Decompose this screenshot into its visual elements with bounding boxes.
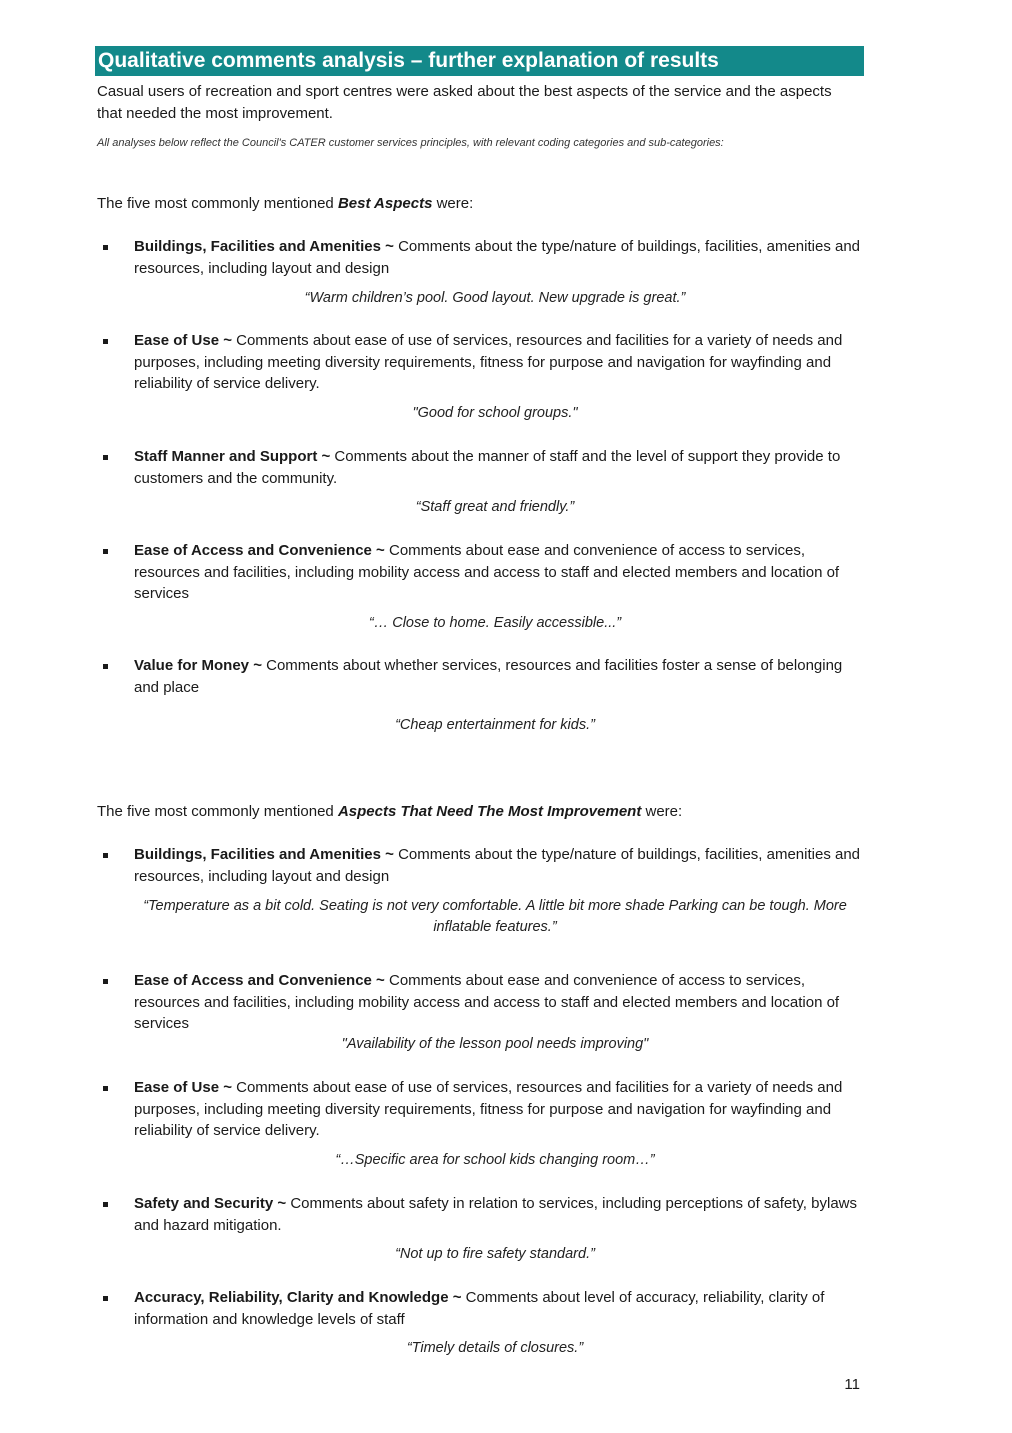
- item-description: Comments about whether services, resources and facilities foster a sense of belonging and place: [134, 657, 843, 696]
- bullet-icon: [103, 549, 108, 554]
- item-text: [134, 236, 864, 279]
- item-quote: “… Close to home. Easily accessible...”: [368, 615, 622, 631]
- improvement-item: [97, 844, 865, 887]
- item-text: [134, 1287, 864, 1330]
- intro-paragraph: Casual users of recreation and sport centres were asked about the best aspects of the service and the aspects that needed the most improvement.: [97, 83, 832, 122]
- item-description: Comments about the type/nature of buildings, facilities, amenities and resources, including layout and design: [134, 846, 861, 885]
- improvement-item: [97, 1193, 865, 1236]
- item-quote: “Warm children’s pool. Good layout. New upgrade is great.”: [304, 290, 686, 306]
- lead-prefix: The five most commonly mentioned: [97, 195, 338, 212]
- improvement-aspects-lead: [97, 801, 682, 823]
- item-category: Safety and Security ~: [134, 1195, 287, 1212]
- item-quote: “Timely details of closures.”: [406, 1340, 584, 1356]
- bullet-icon: [103, 455, 108, 460]
- bullet-icon: [103, 1086, 108, 1091]
- item-text: [134, 970, 864, 1035]
- item-category: Ease of Access and Convenience ~: [134, 542, 385, 559]
- bullet-icon: [103, 245, 108, 250]
- item-quote: “Cheap entertainment for kids.”: [395, 717, 595, 733]
- best-aspect-item: [97, 330, 865, 395]
- item-text: [134, 540, 864, 605]
- section-title: Qualitative comments analysis – further explanation of results: [95, 46, 864, 76]
- item-category: Buildings, Facilities and Amenities ~: [134, 846, 394, 863]
- bullet-icon: [103, 853, 108, 858]
- bullet-icon: [103, 1202, 108, 1207]
- bullet-icon: [103, 1296, 108, 1301]
- item-description: Comments about safety in relation to services, including perceptions of safety, bylaws and hazard mitigation.: [134, 1195, 857, 1234]
- item-description: Comments about ease and convenience of access to services, resources and facilities, including mobility access and access to staff and elected members and location of services: [134, 972, 840, 1032]
- item-text: [134, 655, 864, 698]
- item-text: [134, 1077, 864, 1142]
- item-text: [134, 330, 864, 395]
- item-description: Comments about the type/nature of buildings, facilities, amenities and resources, including layout and design: [134, 238, 861, 277]
- bullet-icon: [103, 339, 108, 344]
- page-number: 11: [844, 1376, 860, 1393]
- lead-prefix: The five most commonly mentioned: [97, 803, 338, 820]
- item-quote: “…Specific area for school kids changing room…”: [335, 1152, 655, 1168]
- best-aspect-item: [97, 540, 865, 605]
- item-quote: “Temperature as a bit cold. Seating is not very comfortable. A little bit more shade Parking can be tough. More inflatable features.”: [143, 898, 847, 935]
- bullet-icon: [103, 979, 108, 984]
- item-category: Staff Manner and Support ~: [134, 448, 331, 465]
- item-quote: "Good for school groups.": [412, 405, 578, 421]
- improvement-item: [97, 1077, 865, 1142]
- analysis-note: All analyses below reflect the Council's CATER customer services principles, with relevant coding categories and sub-categories:: [97, 137, 724, 149]
- lead-emphasis: Aspects That Need The Most Improvement: [337, 803, 642, 820]
- best-aspect-item: [97, 446, 865, 489]
- item-quote: “Not up to fire safety standard.”: [395, 1246, 595, 1262]
- item-description: Comments about ease of use of services, resources and facilities for a variety of needs and purposes, including meeting diversity requirements, fitness for purpose and navigation for wayfinding and reliability of service delivery.: [134, 332, 843, 392]
- item-description: Comments about ease and convenience of access to services, resources and facilities, including mobility access and access to staff and elected members and location of services: [134, 542, 840, 602]
- best-aspects-lead: [97, 193, 473, 215]
- improvement-item: [97, 970, 865, 1035]
- item-category: Buildings, Facilities and Amenities ~: [134, 238, 394, 255]
- item-quote: “Staff great and friendly.”: [415, 499, 575, 515]
- improvement-item: [97, 1287, 865, 1330]
- best-aspect-item: [97, 236, 865, 279]
- lead-emphasis: Best Aspects: [337, 195, 433, 212]
- item-description: Comments about level of accuracy, reliability, clarity of information and knowledge levels of staff: [134, 1289, 825, 1328]
- item-text: [134, 446, 864, 489]
- item-quote: "Availability of the lesson pool needs improving": [341, 1036, 649, 1052]
- item-description: Comments about ease of use of services, resources and facilities for a variety of needs and purposes, including meeting diversity requirements, fitness for purpose and navigation for wayfinding and reliability of service delivery.: [134, 1079, 843, 1139]
- item-category: Ease of Access and Convenience ~: [134, 972, 385, 989]
- item-category: Ease of Use ~: [134, 332, 232, 349]
- bullet-icon: [103, 664, 108, 669]
- item-category: Accuracy, Reliability, Clarity and Knowledge ~: [134, 1289, 462, 1306]
- item-text: [134, 844, 864, 887]
- item-text: [134, 1193, 864, 1236]
- best-aspect-item: [97, 655, 865, 698]
- item-category: Value for Money ~: [134, 657, 262, 674]
- item-category: Ease of Use ~: [134, 1079, 232, 1096]
- lead-suffix: were:: [641, 803, 683, 820]
- lead-suffix: were:: [432, 195, 474, 212]
- item-description: Comments about the manner of staff and the level of support they provide to customers and the community.: [134, 448, 841, 487]
